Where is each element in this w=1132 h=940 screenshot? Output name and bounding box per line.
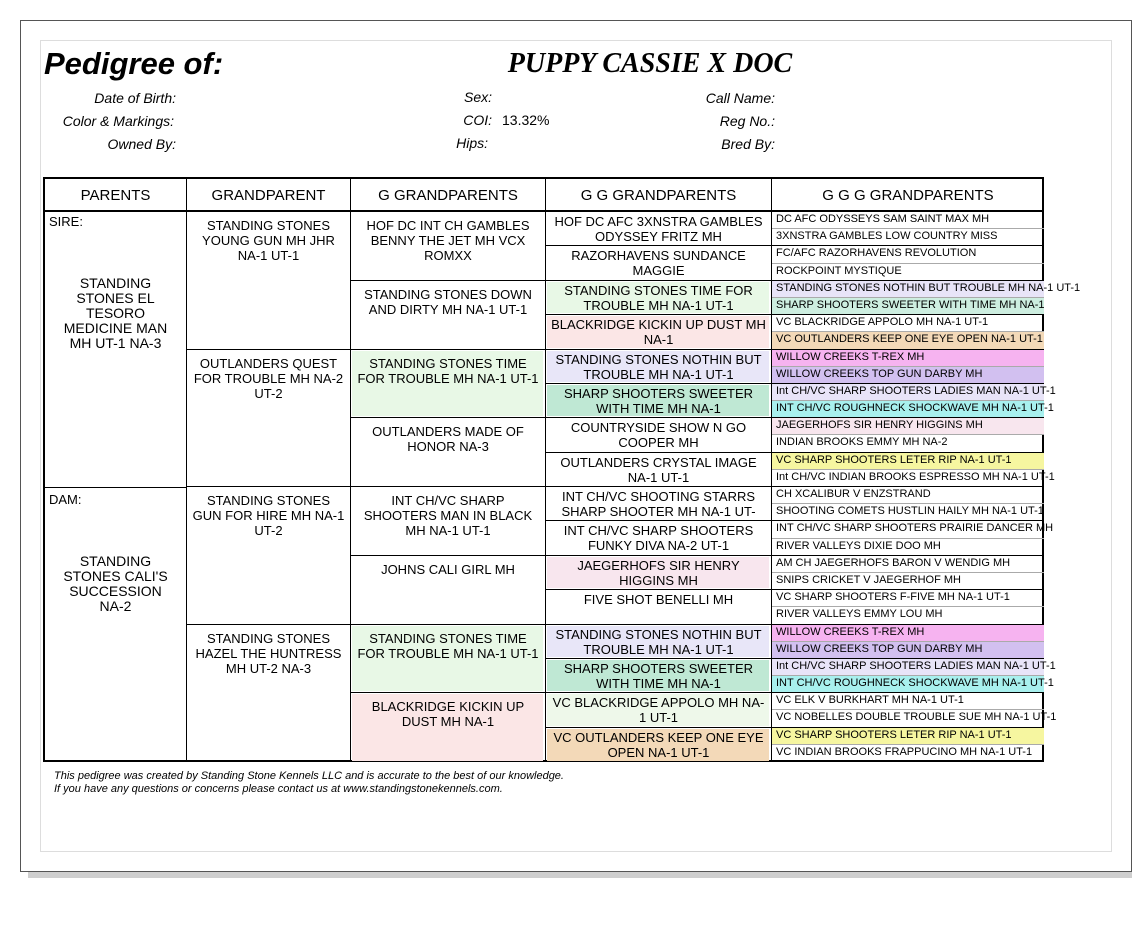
ggg-grandparent-cell: VC SHARP SHOOTERS LETER RIP NA-1 UT-1 xyxy=(772,453,1044,470)
coi-value: 13.32% xyxy=(502,112,550,128)
gg-grandparent-name: STANDING STONES NOTHIN BUT TROUBLE MH NA-1 UT-1 xyxy=(555,627,762,657)
g-grandparent-cell xyxy=(351,487,546,556)
g-grandparent-name: STANDING STONES TIME FOR TROUBLE MH NA-1 UT-1 xyxy=(357,631,539,661)
grandparent-name: OUTLANDERS QUEST FOR TROUBLE MH NA-2 UT-2 xyxy=(193,356,344,401)
g-grandparent-cell xyxy=(351,556,546,625)
gg-grandparent-name: HOF DC AFC 3XNSTRA GAMBLES ODYSSEY FRITZ MH xyxy=(554,214,763,244)
ggg-grandparent-cell: SHARP SHOOTERS SWEETER WITH TIME MH NA-1 xyxy=(772,298,1044,315)
gg-grandparent-cell xyxy=(546,487,772,521)
gg-grandparent-cell xyxy=(546,521,772,556)
gg-grandparent-cell xyxy=(546,590,772,625)
ggg-grandparent-cell: SHOOTING COMETS HUSTLIN HAILY MH NA-1 UT-1 xyxy=(772,504,1044,521)
gg-grandparent-name: INT CH/VC SHOOTING STARRS SHARP SHOOTER MH NA-1 UT- xyxy=(561,489,756,519)
dam-cell xyxy=(45,488,187,762)
dob-label: Date of Birth: xyxy=(94,90,176,106)
ggg-grandparent-cell: INT CH/VC SHARP SHOOTERS PRAIRIE DANCER MH xyxy=(772,521,1044,539)
ggg-grandparent-cell: Int CH/VC SHARP SHOOTERS LADIES MAN NA-1 UT-1 xyxy=(772,659,1044,676)
g-grandparent-cell xyxy=(351,693,546,762)
ggg-grandparent-cell: WILLOW CREEKS T-REX MH xyxy=(772,350,1044,367)
grandparent-cell xyxy=(187,212,351,350)
gg-grandparent-name: STANDING STONES NOTHIN BUT TROUBLE MH NA-1 UT-1 xyxy=(555,352,762,382)
gg-grandparent-name: FIVE SHOT BENELLI MH xyxy=(583,592,734,607)
ggg-grandparent-cell: SNIPS CRICKET V JAEGERHOF MH xyxy=(772,573,1044,590)
footer-line-1: This pedigree was created by Standing Stone Kennels LLC and is accurate to the best of our knowledge. xyxy=(54,770,564,782)
gg-grandparent-name: COUNTRYSIDE SHOW N GO COOPER MH xyxy=(570,420,747,450)
g-grandparent-name: STANDING STONES TIME FOR TROUBLE MH NA-1 UT-1 xyxy=(357,356,539,386)
g-grandparent-cell xyxy=(351,350,546,418)
ggg-grandparent-cell: CH XCALIBUR V ENZSTRAND xyxy=(772,487,1044,504)
grandparent-cell xyxy=(187,625,351,762)
dam-label: DAM: xyxy=(49,492,82,507)
grandparent-name: STANDING STONES GUN FOR HIRE MH NA-1 UT-2 xyxy=(192,493,345,538)
footer-line-2: If you have any questions or concerns please contact us at www.standingstonekennels.com. xyxy=(54,783,503,795)
gg-grandparent-name: BLACKRIDGE KICKIN UP DUST MH NA-1 xyxy=(551,317,766,347)
gg-grandparent-name: SHARP SHOOTERS SWEETER WITH TIME MH NA-1 xyxy=(563,661,753,691)
sire-label: SIRE: xyxy=(49,214,83,229)
call-name-label: Call Name: xyxy=(705,90,775,106)
gg-grandparent-cell xyxy=(546,728,772,762)
dam-name: STANDING STONES CALI'S SUCCESSION NA-2 xyxy=(63,553,168,614)
header-gg-grandparents: G G GRANDPARENTS xyxy=(546,179,772,212)
g-grandparent-name: STANDING STONES DOWN AND DIRTY MH NA-1 UT-1 xyxy=(364,287,532,317)
ggg-grandparent-cell: DC AFC ODYSSEYS SAM SAINT MAX MH xyxy=(772,212,1044,229)
gg-grandparent-cell xyxy=(546,556,772,590)
ggg-grandparent-cell: VC SHARP SHOOTERS LETER RIP NA-1 UT-1 xyxy=(772,728,1044,745)
gg-grandparent-name: SHARP SHOOTERS SWEETER WITH TIME MH NA-1 xyxy=(563,386,753,416)
g-grandparent-name: HOF DC INT CH GAMBLES BENNY THE JET MH VCX ROMXX xyxy=(366,218,530,263)
g-grandparent-name: BLACKRIDGE KICKIN UP DUST MH NA-1 xyxy=(371,699,525,729)
g-grandparent-cell xyxy=(351,212,546,281)
color-label: Color & Markings: xyxy=(62,113,174,129)
g-grandparent-name: JOHNS CALI GIRL MH xyxy=(381,562,515,577)
gg-grandparent-name: INT CH/VC SHARP SHOOTERS FUNKY DIVA NA-2 UT-1 xyxy=(563,523,754,553)
gg-grandparent-cell xyxy=(546,315,772,350)
header-g-grandparents: G GRANDPARENTS xyxy=(351,179,546,212)
gg-grandparent-cell xyxy=(546,281,772,315)
bred-by-label: Bred By: xyxy=(721,136,775,152)
g-grandparent-name: OUTLANDERS MADE OF HONOR NA-3 xyxy=(372,424,524,454)
ggg-grandparent-cell: INT CH/VC ROUGHNECK SHOCKWAVE MH NA-1 UT-1 xyxy=(772,401,1044,418)
header-parents: PARENTS xyxy=(45,179,187,212)
g-grandparent-name: INT CH/VC SHARP SHOOTERS MAN IN BLACK MH NA-1 UT-1 xyxy=(363,493,533,538)
ggg-grandparent-cell: Int CH/VC INDIAN BROOKS ESPRESSO MH NA-1 UT-1 xyxy=(772,470,1044,487)
ggg-grandparent-cell: ROCKPOINT MYSTIQUE xyxy=(772,264,1044,281)
pedigree-table xyxy=(43,177,1081,762)
ggg-grandparent-cell: INT CH/VC ROUGHNECK SHOCKWAVE MH NA-1 UT-1 xyxy=(772,676,1044,693)
grandparent-cell xyxy=(187,350,351,487)
gg-grandparent-cell xyxy=(546,418,772,453)
coi-label: COI: xyxy=(463,112,492,128)
gg-grandparent-cell xyxy=(546,384,772,418)
sire-name: STANDING STONES EL TESORO MEDICINE MAN MH UT-1 NA-3 xyxy=(63,275,168,351)
ggg-grandparent-cell: VC SHARP SHOOTERS F-FIVE MH NA-1 UT-1 xyxy=(772,590,1044,607)
ggg-grandparent-cell: STANDING STONES NOTHIN BUT TROUBLE MH NA-1 UT-1 xyxy=(772,281,1044,298)
ggg-grandparent-cell: WILLOW CREEKS T-REX MH xyxy=(772,625,1044,642)
puppy-name: PUPPY CASSIE X DOC xyxy=(507,48,793,79)
header-ggg-grandparents: G G G GRANDPARENTS xyxy=(772,179,1044,212)
gg-grandparent-name: OUTLANDERS CRYSTAL IMAGE NA-1 UT-1 xyxy=(560,455,757,485)
ggg-grandparent-cell: JAEGERHOFS SIR HENRY HIGGINS MH xyxy=(772,418,1044,435)
gg-grandparent-name: VC OUTLANDERS KEEP ONE EYE OPEN NA-1 UT-1 xyxy=(553,730,764,760)
g-grandparent-cell xyxy=(351,281,546,350)
ggg-grandparent-cell: WILLOW CREEKS TOP GUN DARBY MH xyxy=(772,367,1044,384)
gg-grandparent-name: RAZORHAVENS SUNDANCE MAGGIE xyxy=(571,248,746,278)
grandparent-name: STANDING STONES YOUNG GUN MH JHR NA-1 UT-1 xyxy=(202,218,335,263)
sex-label: Sex: xyxy=(463,89,492,105)
footer-note xyxy=(54,770,564,796)
ggg-grandparent-cell: INDIAN BROOKS EMMY MH NA-2 xyxy=(772,435,1044,453)
ggg-grandparent-cell: VC INDIAN BROOKS FRAPPUCINO MH NA-1 UT-1 xyxy=(776,746,1033,758)
grandparent-name: STANDING STONES HAZEL THE HUNTRESS MH UT-2 NA-3 xyxy=(195,631,342,676)
gg-grandparent-name: JAEGERHOFS SIR HENRY HIGGINS MH xyxy=(577,558,740,588)
owned-label: Owned By: xyxy=(107,136,176,152)
ggg-grandparent-cell: 3XNSTRA GAMBLES LOW COUNTRY MISS xyxy=(772,229,1044,246)
g-grandparent-cell xyxy=(351,418,546,487)
gg-grandparent-cell xyxy=(546,693,772,728)
gg-grandparent-cell xyxy=(546,350,772,384)
gg-grandparent-cell xyxy=(546,246,772,281)
ggg-grandparent-cell: VC NOBELLES DOUBLE TROUBLE SUE MH NA-1 UT-1 xyxy=(772,710,1044,728)
hips-label: Hips: xyxy=(456,135,488,151)
ggg-grandparent-cell: Int CH/VC SHARP SHOOTERS LADIES MAN NA-1 UT-1 xyxy=(772,384,1044,401)
ggg-grandparent-cell: VC ELK V BURKHART MH NA-1 UT-1 xyxy=(772,693,1044,710)
ggg-grandparent-cell: RIVER VALLEYS DIXIE DOO MH xyxy=(772,539,1044,556)
gg-grandparent-name: VC BLACKRIDGE APPOLO MH NA-1 UT-1 xyxy=(552,695,765,725)
gg-grandparent-cell xyxy=(546,453,772,487)
ggg-grandparent-cell: AM CH JAEGERHOFS BARON V WENDIG MH xyxy=(772,556,1044,573)
reg-no-label: Reg No.: xyxy=(719,113,775,129)
ggg-grandparent-cell: WILLOW CREEKS TOP GUN DARBY MH xyxy=(772,642,1044,659)
gg-grandparent-cell xyxy=(546,212,772,246)
header-grandparent: GRANDPARENT xyxy=(187,179,351,212)
ggg-grandparent-cell: VC BLACKRIDGE APPOLO MH NA-1 UT-1 xyxy=(772,315,1044,332)
g-grandparent-cell xyxy=(351,625,546,693)
pedigree-title: Pedigree of: xyxy=(44,46,224,81)
gg-grandparent-name: STANDING STONES TIME FOR TROUBLE MH NA-1 UT-1 xyxy=(564,283,753,313)
ggg-grandparent-cell: RIVER VALLEYS EMMY LOU MH xyxy=(772,607,1044,625)
sire-cell xyxy=(45,212,187,488)
gg-grandparent-cell xyxy=(546,625,772,659)
ggg-grandparent-cell: FC/AFC RAZORHAVENS REVOLUTION xyxy=(772,246,1044,264)
ggg-grandparent-cell: VC OUTLANDERS KEEP ONE EYE OPEN NA-1 UT-1 xyxy=(772,332,1044,350)
gg-grandparent-cell xyxy=(546,659,772,693)
grandparent-cell xyxy=(187,487,351,625)
